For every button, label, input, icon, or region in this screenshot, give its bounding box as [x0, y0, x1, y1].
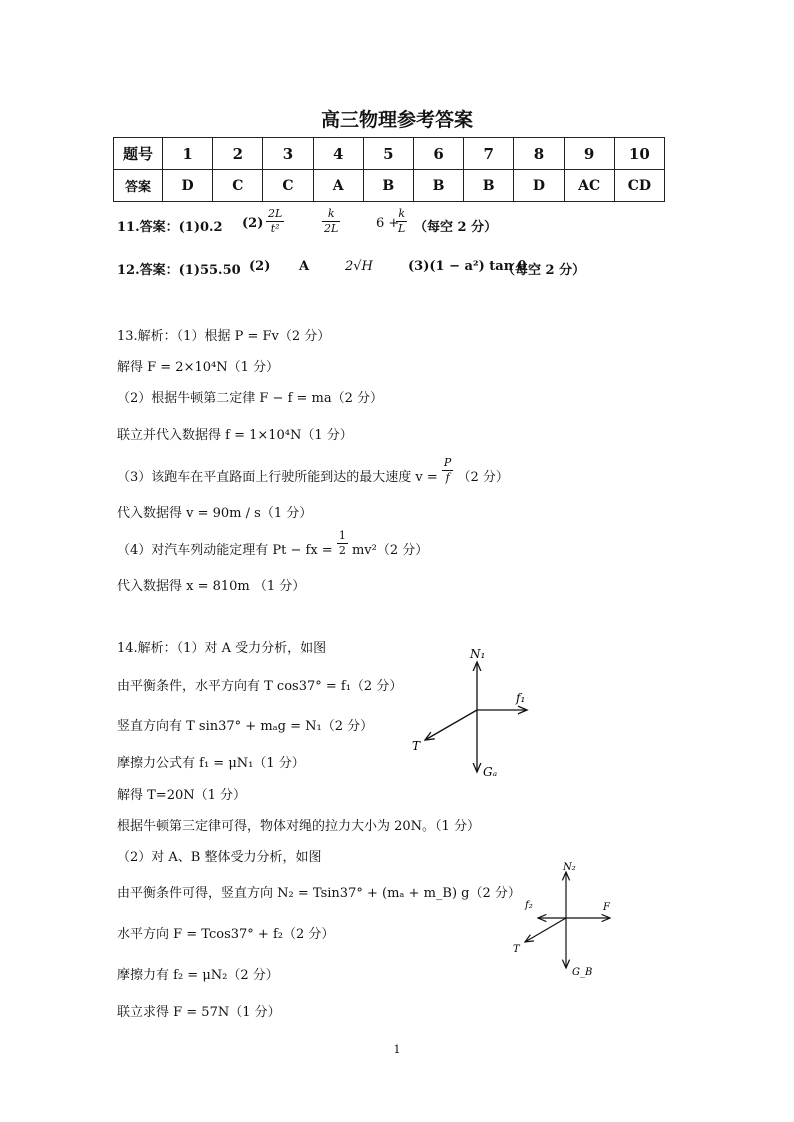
q13-line-5-text: （3）该跑车在平直路面上行驶所能到达的最大速度 v =	[117, 470, 438, 485]
table-cell: 8	[514, 138, 564, 170]
fraction-numerator: k	[322, 207, 340, 222]
fraction-denominator: 2L	[324, 222, 339, 235]
q11-score-note: （每空 2 分）	[414, 220, 498, 235]
page-number: 1	[393, 1043, 401, 1056]
table-cell: A	[313, 170, 363, 202]
fraction-numerator: 1	[338, 529, 346, 542]
q12-part3: (3)(1 − a²) tan θ	[408, 259, 527, 274]
label-n1: N₁	[470, 647, 486, 661]
table-cell: C	[263, 170, 313, 202]
label-t2: T	[513, 944, 520, 955]
table-cell: 3	[263, 138, 313, 170]
q14-line-4: 摩擦力公式有 f₁ = μN₁（1 分）	[117, 756, 305, 771]
table-cell: D	[514, 170, 564, 202]
fraction-numerator: 2L	[268, 207, 283, 220]
table-cell: 6	[413, 138, 463, 170]
table-cell: C	[213, 170, 263, 202]
q14-line-5: 解得 T=20N（1 分）	[117, 788, 247, 803]
q11-fraction-1	[266, 207, 284, 236]
table-cell: B	[464, 170, 514, 202]
fraction-denominator: 2	[338, 544, 346, 557]
q13-line-4: 联立并代入数据得 f = 1×10⁴N（1 分）	[117, 428, 353, 443]
table-cell: CD	[614, 170, 664, 202]
q14-line-6: 根据牛顿第三定律可得，物体对绳的拉力大小为 20N。（1 分）	[117, 819, 480, 834]
q11-prefix: 11.答案：(1)0.2	[117, 220, 223, 235]
q11-fraction-3	[396, 207, 407, 236]
label-gb: G_B	[572, 967, 593, 978]
q14-line-3: 竖直方向有 T sin37° + mₐg = N₁（2 分）	[117, 719, 374, 734]
table-cell: D	[163, 170, 213, 202]
table-cell: 2	[213, 138, 263, 170]
table-cell: 9	[564, 138, 614, 170]
q14-line-9: 水平方向 F = Tcos37° + f₂（2 分）	[117, 927, 335, 942]
label-t: T	[412, 739, 421, 753]
q14-line-10: 摩擦力有 f₂ = μN₂（2 分）	[117, 968, 279, 983]
q12-sqrt-expr: 2√H	[345, 259, 373, 274]
force-diagram-a	[400, 640, 550, 790]
q14-line-1: 14.解析：（1）对 A 受力分析，如图	[117, 641, 327, 656]
q12-answer-a: A	[299, 259, 310, 274]
force-arrow-t	[425, 710, 477, 740]
label-f2: f₂	[525, 900, 533, 911]
table-cell: B	[363, 170, 413, 202]
table-cell: 4	[313, 138, 363, 170]
label-n2: N₂	[563, 862, 576, 873]
label-f1: f₁	[516, 691, 526, 705]
q13-line-8: 代入数据得 x = 810m （1 分）	[117, 579, 306, 594]
page-title: 高三物理参考答案	[320, 109, 473, 131]
table-cell: 1	[163, 138, 213, 170]
q11-part2-label: (2)	[242, 216, 264, 231]
label-ga: Gₐ	[483, 765, 498, 779]
q12-score-note: （每空 2 分）	[502, 263, 586, 278]
fraction-denominator: t²	[270, 222, 280, 235]
q11-fraction-2	[322, 207, 340, 236]
q12-prefix: 12.答案：(1)55.50	[117, 263, 241, 278]
q13-line-5	[117, 456, 509, 485]
fraction-denominator: L	[398, 222, 406, 235]
label-f: F	[603, 902, 610, 913]
q13-line-1: 13.解析：（1）根据 P = Fv（2 分）	[117, 329, 331, 344]
answer-table	[113, 137, 665, 202]
fraction-numerator: k	[396, 207, 407, 222]
q13-line-7-tail: mv²（2 分）	[351, 543, 429, 558]
q14-line-7: （2）对 A、B 整体受力分析，如图	[117, 850, 322, 865]
q14-line-2: 由平衡条件，水平方向有 T cos37° = f₁（2 分）	[117, 679, 403, 694]
answer-table-answer-row	[114, 170, 665, 202]
q13-line-3: （2）根据牛顿第二定律 F − f = ma（2 分）	[117, 391, 384, 406]
q13-line-5-score: （2 分）	[457, 470, 509, 485]
table-header-label: 题号	[114, 138, 163, 170]
table-answer-label: 答案	[114, 170, 163, 202]
fraction-denominator: f	[445, 471, 450, 484]
answer-table-header-row	[114, 138, 665, 170]
force-arrow-t2	[525, 918, 566, 942]
q12-part2-label: (2)	[249, 259, 271, 274]
fraction-numerator: P	[443, 456, 452, 469]
table-cell: B	[413, 170, 463, 202]
table-cell: 10	[614, 138, 664, 170]
table-cell: 7	[464, 138, 514, 170]
q13-line-6: 代入数据得 v = 90m / s（1 分）	[117, 506, 313, 521]
q14-line-11: 联立求得 F = 57N（1 分）	[117, 1005, 281, 1020]
table-cell: AC	[564, 170, 614, 202]
q11-expr-prefix: 6 +	[376, 216, 400, 231]
force-diagram-b	[505, 860, 635, 985]
q13-line-2: 解得 F = 2×10⁴N（1 分）	[117, 360, 280, 375]
q14-line-8: 由平衡条件可得，竖直方向 N₂ = Tsin37° + (mₐ + m_B) g（2 分）	[117, 886, 521, 901]
table-cell: 5	[363, 138, 413, 170]
q13-line-7	[117, 529, 429, 558]
q13-line-7-text: （4）对汽车列动能定理有 Pt − fx =	[117, 543, 333, 558]
